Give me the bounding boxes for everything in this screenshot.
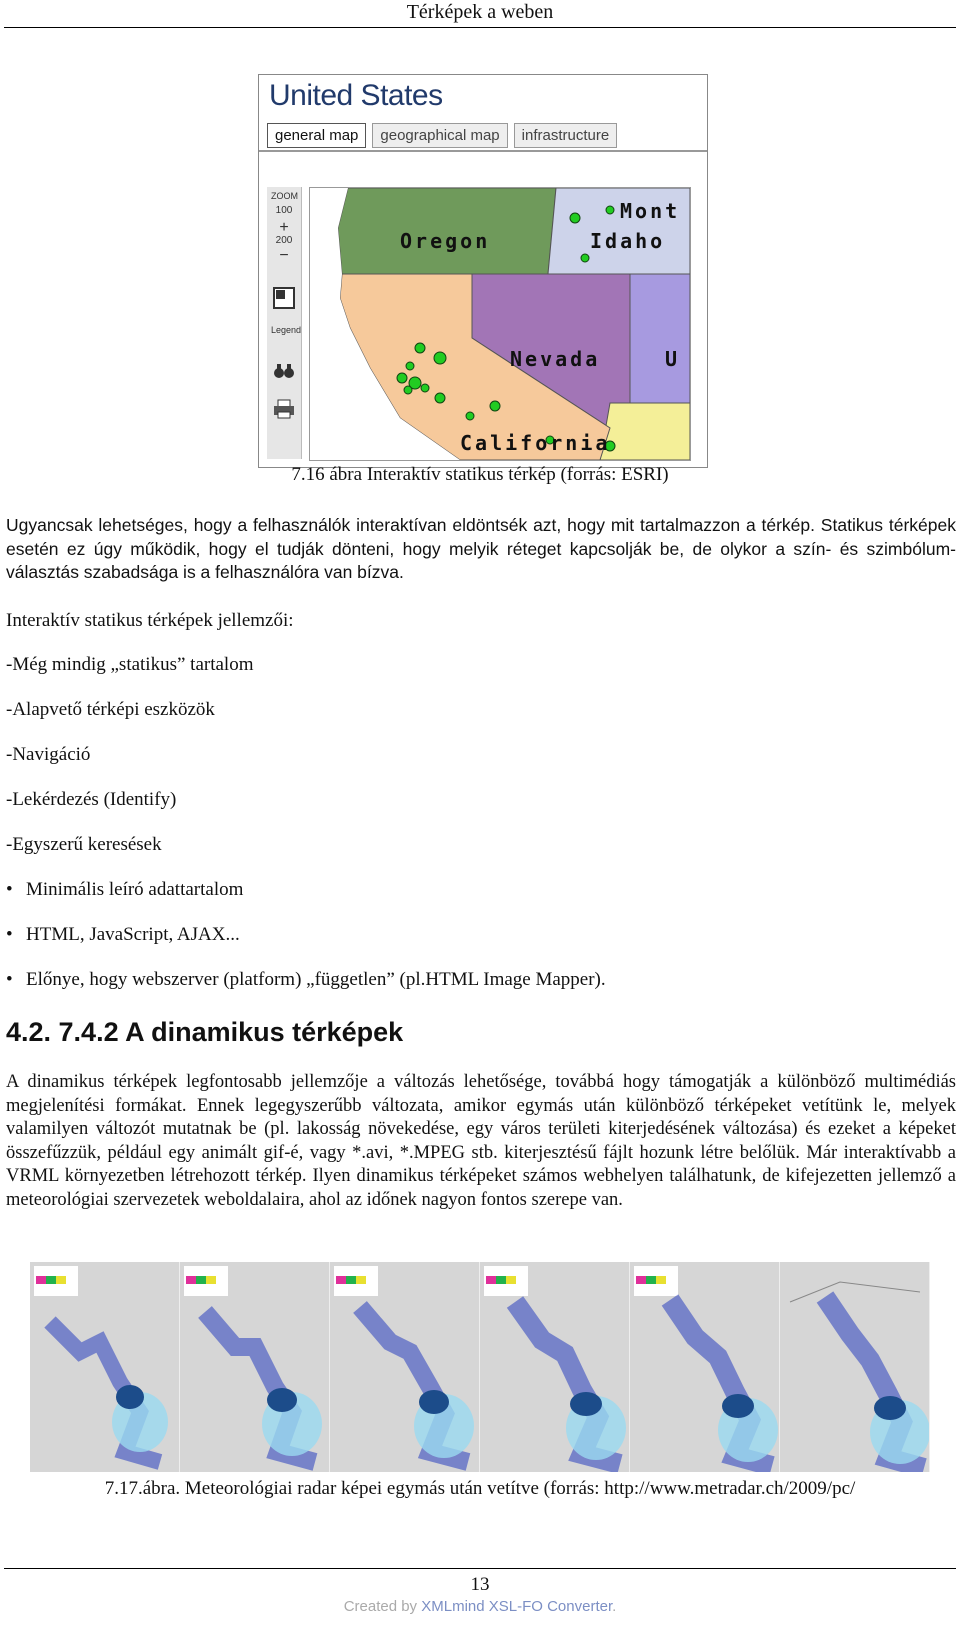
feature-line: -Még mindig „statikus” tartalom [6,654,254,675]
bullet-item [6,924,240,946]
zoom-label: ZOOM [271,191,298,201]
generator-credit [0,1598,960,1615]
nevada-label: Nevada [510,347,601,371]
feature-line: -Egyszerű keresések [6,834,162,855]
zoom-200-button[interactable]: 200 [275,235,293,246]
tab-general-map[interactable]: general map [267,123,366,148]
idaho-label: Idaho [590,229,666,253]
radar-panel [630,1262,780,1472]
credit-prefix: Created by [343,1598,422,1615]
feature-line: -Alapvető térképi eszközök [6,699,215,720]
bullet-dot: • [6,879,13,900]
paragraph-1: Ugyancsak lehetséges, hogy a felhasználók interaktívan eldöntsék azt, hogy mit tartalmazzon a térkép. Statikus térképek esetén ez úgy működik, hogy el tudják dönteni, hogy melyik réteget kapcsolják be, de olykor a szín- és szimbólum-választás szabadsága is a felhasználóra van bízva. [6,515,956,582]
utah-region [630,274,690,403]
header-rule [4,27,956,28]
figure-2-caption: 7.17.ábra. Meteorológiai radar képei egymás után vetítve (forrás: http://www.metradar.ch/2009/pc/ [104,1478,856,1499]
features-intro: Interaktív statikus térképek jellemzői: [6,610,294,631]
tab-geographical-map[interactable]: geographical map [372,123,507,148]
zoom-100-button[interactable]: 100 [275,205,293,216]
footer-rule [4,1568,956,1569]
tab-underline [259,150,707,152]
utah-label: U [665,347,681,371]
map-title: United States [269,79,443,112]
legend-label[interactable]: Legend [271,325,302,335]
page-number: 13 [470,1574,490,1595]
zoom-out-icon[interactable]: − [279,247,289,264]
running-header: Térképek a weben [406,1,554,23]
print-icon[interactable] [271,399,297,421]
credit-suffix: . [612,1598,617,1615]
feature-line: -Lekérdezés (Identify) [6,789,177,810]
paragraph-2: A dinamikus térképek legfontosabb jellemzője a változás lehetősége, továbbá hogy támogatják a különböző multimédiás megjelenítési formákat. Ennek legegyszerűbb változata, amikor egymás után különböző térképeket vetítünk le, melyek valamilyen változót mutatnak be (pl. lakosság növekedése, egy város területi kiterjedésének változása) és ezeket a képeket összefűzzük, például egy animált gif-é, vagy *.avi, *.MPEG stb. kiterjesztésű fájlt hozunk létre belőlük. Már interaktívabb a VRML környezetben létrehozott térkép. Ilyen dinamikus térképeket számos webhelyen találhatunk, de kifejezetten jellemző a meteorológiai szervezetek weboldalaira, ahol az időnek nagyon fontos szerepe van. [6,1072,956,1210]
map-toolbar [267,187,302,459]
bullet-text: Minimális leíró adattartalom [26,879,244,900]
overview-icon[interactable] [271,287,297,311]
map-view[interactable] [309,187,691,461]
map-tabs [267,123,617,148]
feature-line: -Navigáció [6,744,91,765]
section-heading: 4.2. 7.4.2 A dinamikus térképek [6,1017,404,1047]
radar-panel [180,1262,330,1472]
bullet-text: HTML, JavaScript, AJAX... [26,924,240,945]
tab-infrastructure[interactable]: infrastructure [514,123,618,148]
radar-image-strip [30,1262,930,1472]
oregon-label: Oregon [400,229,491,253]
radar-panel [30,1262,180,1472]
zoom-in-icon[interactable]: + [279,219,289,236]
radar-panel [330,1262,480,1472]
bullet-item [6,969,606,991]
bullet-item [6,879,243,901]
bullet-text: Előnye, hogy webszerver (platform) „független” (pl.HTML Image Mapper). [26,969,606,990]
radar-panel [780,1262,930,1472]
credit-brand-link[interactable]: XMLmind XSL-FO Converter [421,1598,613,1615]
binoculars-icon[interactable] [271,362,297,382]
mont-label: Mont [620,199,681,223]
bullet-dot: • [6,924,13,945]
bullet-dot: • [6,969,13,990]
radar-panel [480,1262,630,1472]
esri-map-figure [258,74,708,468]
arizona-region [600,403,690,460]
figure-1-caption: 7.16 ábra Interaktív statikus térkép (forrás: ESRI) [291,464,669,485]
california-label: California [460,431,611,455]
